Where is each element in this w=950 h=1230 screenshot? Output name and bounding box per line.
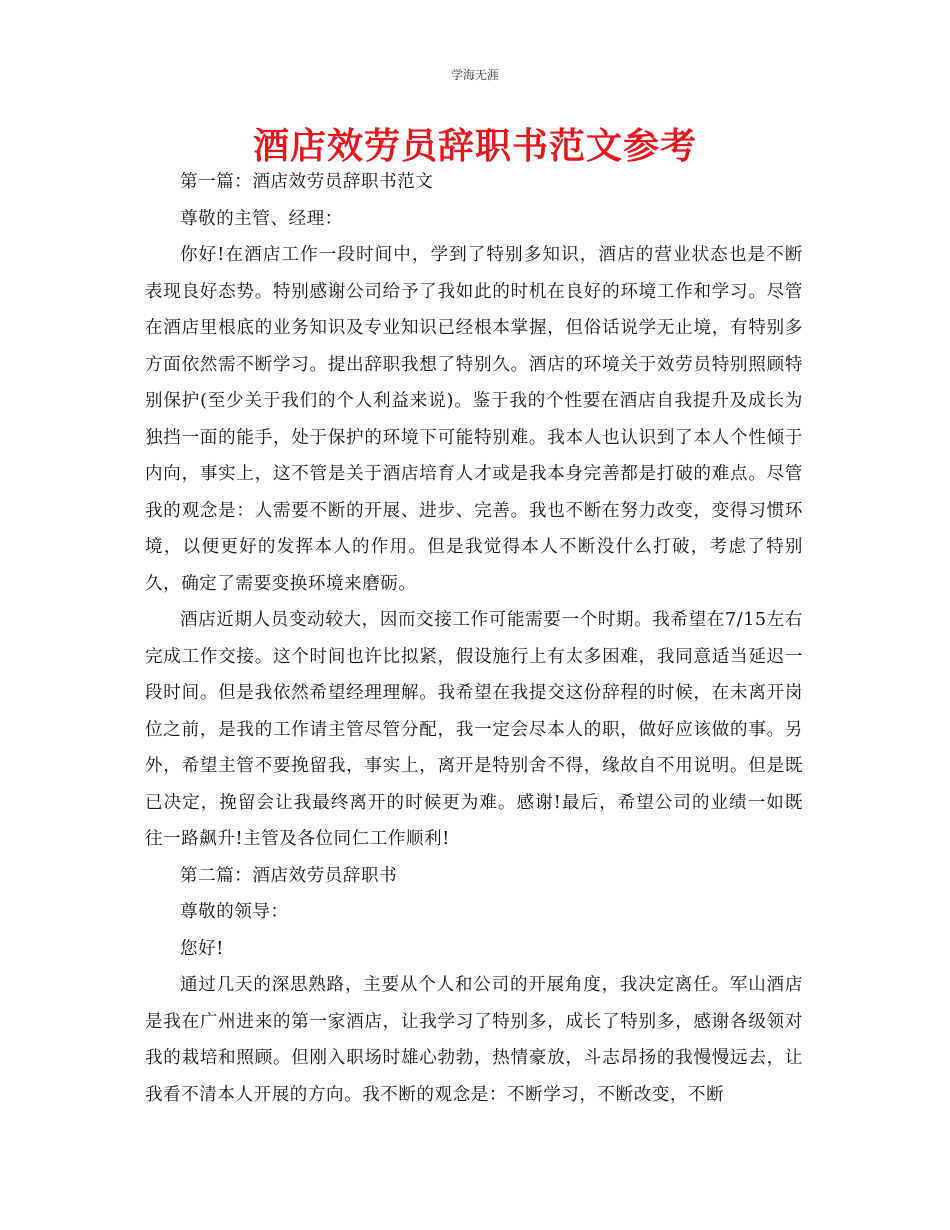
section-heading-2: 第二篇：酒店效劳员辞职书 <box>180 865 398 886</box>
section-heading-1: 第一篇：酒店效劳员辞职书范文 <box>180 172 434 192</box>
body-paragraph: 酒店近期人员变动较大，因而交接工作可能需要一个时期。我希望在7/15左右完成工作交接。这个时间也许比拟紧，假设施行上有太多困难，我同意适当延迟一段时间。但是我依然希望经理理解。我希望在我提交这份辞程的时候，在未离开岗位之前，是我的工作请主管尽管分配，我一定会尽本人的职，做好应该做的事。另外，希望主管不要挽留我，事实上，离开是特别舍不得，缘故自不用说明。但是既已决定，挽留会让我最终离开的时候更为难。感谢!最后，希望公司的业绩一如既往一路飙升!主管及各位同仁工作顺利! <box>145 610 803 849</box>
salutation-2: 尊敬的领导： <box>180 902 289 922</box>
page-header: 学海无涯 <box>450 68 499 82</box>
document-body <box>145 164 803 1113</box>
salutation-1: 尊敬的主管、经理： <box>180 208 343 229</box>
greeting: 您好! <box>180 938 224 959</box>
document-title: 酒店效劳员辞职书范文参考 <box>252 125 697 167</box>
body-paragraph: 通过几天的深思熟路，主要从个人和公司的开展角度，我决定离任。军山酒店是我在广州进来的第一家酒店，让我学习了特别多，成长了特别多，感谢各级领对我的栽培和照顾。但刚入职场时雄心勃勃，热情豪放，斗志昂扬的我慢慢远去，让我看不清本人开展的方向。我不断的观念是：不断学习，不断改变，不断 <box>145 975 803 1105</box>
body-paragraph: 你好!在酒店工作一段时间中，学到了特别多知识，酒店的营业状态也是不断表现良好态势。特别感谢公司给予了我如此的时机在良好的环境工作和学习。尽管在酒店里根底的业务知识及专业知识已经根本掌握，但俗话说学无止境，有特别多方面依然需不断学习。提出辞职我想了特别久。酒店的环境关于效劳员特别照顾特别保护(至少关于我们的个人利益来说)。鉴于我的个性要在酒店自我提升及成长为独挡一面的能手，处于保护的环境下可能特别难。我本人也认识到了本人个性倾于内向，事实上，这不管是关于酒店培育人才或是我本身完善都是打破的难点。尽管我的观念是：人需要不断的开展、进步、完善。我也不断在努力改变，变得习惯环境，以便更好的发挥本人的作用。但是我觉得本人不断没什么打破，考虑了特别久，确定了需要变换环境来磨砺。 <box>145 245 803 594</box>
